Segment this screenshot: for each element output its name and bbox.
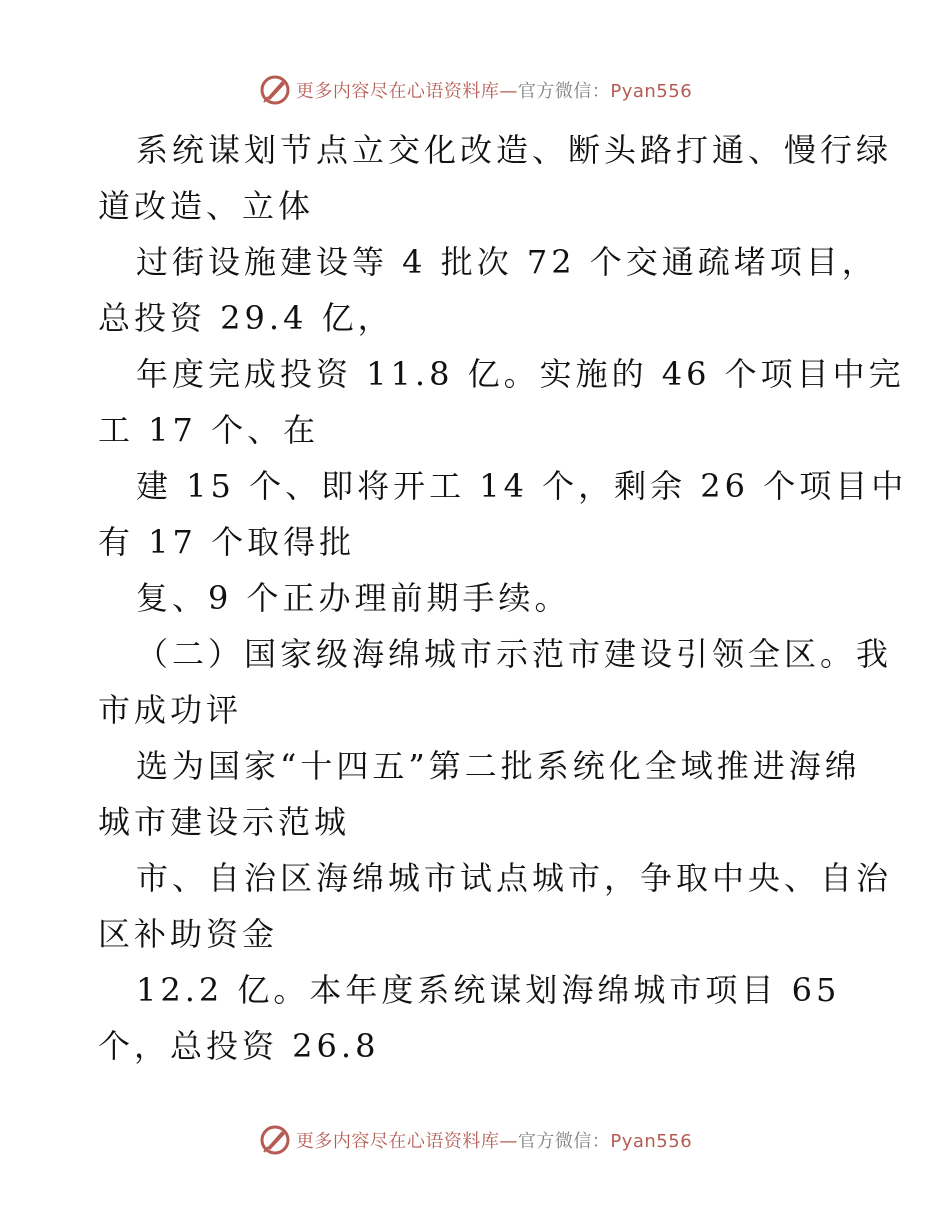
- watermark-separator: —: [499, 81, 518, 102]
- text-line: 年度完成投资 11.8 亿。实施的 46 个项目中完: [136, 355, 905, 393]
- watermark-label: 官方微信：: [517, 81, 611, 102]
- document-body: [98, 122, 908, 1074]
- watermark-brand: 更多内容尽在心语资料库: [295, 1131, 500, 1152]
- watermark-wechat-id: Pyan556: [610, 1131, 693, 1152]
- text-line: 总投资 29.4 亿，: [98, 299, 394, 337]
- text-line: 工 17 个、在: [98, 411, 320, 449]
- text-line: 建 15 个、即将开工 14 个，剩余 26 个项目中: [136, 467, 908, 505]
- text-line: 选为国家“十四五”第二批系统化全域推进海绵: [136, 747, 861, 785]
- text-line: 系统谋划节点立交化改造、断头路打通、慢行绿: [136, 131, 893, 169]
- text-line: 市成功评: [98, 691, 243, 729]
- text-line: 道改造、立体: [98, 187, 315, 225]
- watermark-label: 官方微信：: [517, 1131, 611, 1152]
- quill-logo-icon: [258, 73, 292, 107]
- text-line: 市、自治区海绵城市试点城市，争取中央、自治: [136, 859, 893, 897]
- watermark-text: [296, 1127, 692, 1153]
- watermark-wechat-id: Pyan556: [610, 81, 693, 102]
- quill-logo-icon: [258, 1123, 292, 1157]
- text-line: 个，总投资 26.8: [98, 1027, 380, 1065]
- header-watermark: [0, 70, 950, 110]
- watermark-brand: 更多内容尽在心语资料库: [295, 81, 500, 102]
- section-heading-line: （二）国家级海绵城市示范市建设引领全区。我: [136, 635, 893, 673]
- text-line: 12.2 亿。本年度系统谋划海绵城市项目 65: [136, 971, 841, 1009]
- footer-watermark: [0, 1120, 950, 1160]
- text-line: 城市建设示范城: [98, 803, 351, 841]
- text-line: 区补助资金: [98, 915, 279, 953]
- text-line: 复、9 个正办理前期手续。: [136, 579, 571, 617]
- text-line: 过街设施建设等 4 批次 72 个交通疏堵项目，: [136, 243, 878, 281]
- watermark-separator: —: [499, 1131, 518, 1152]
- text-line: 有 17 个取得批: [98, 523, 356, 561]
- watermark-text: [296, 77, 692, 103]
